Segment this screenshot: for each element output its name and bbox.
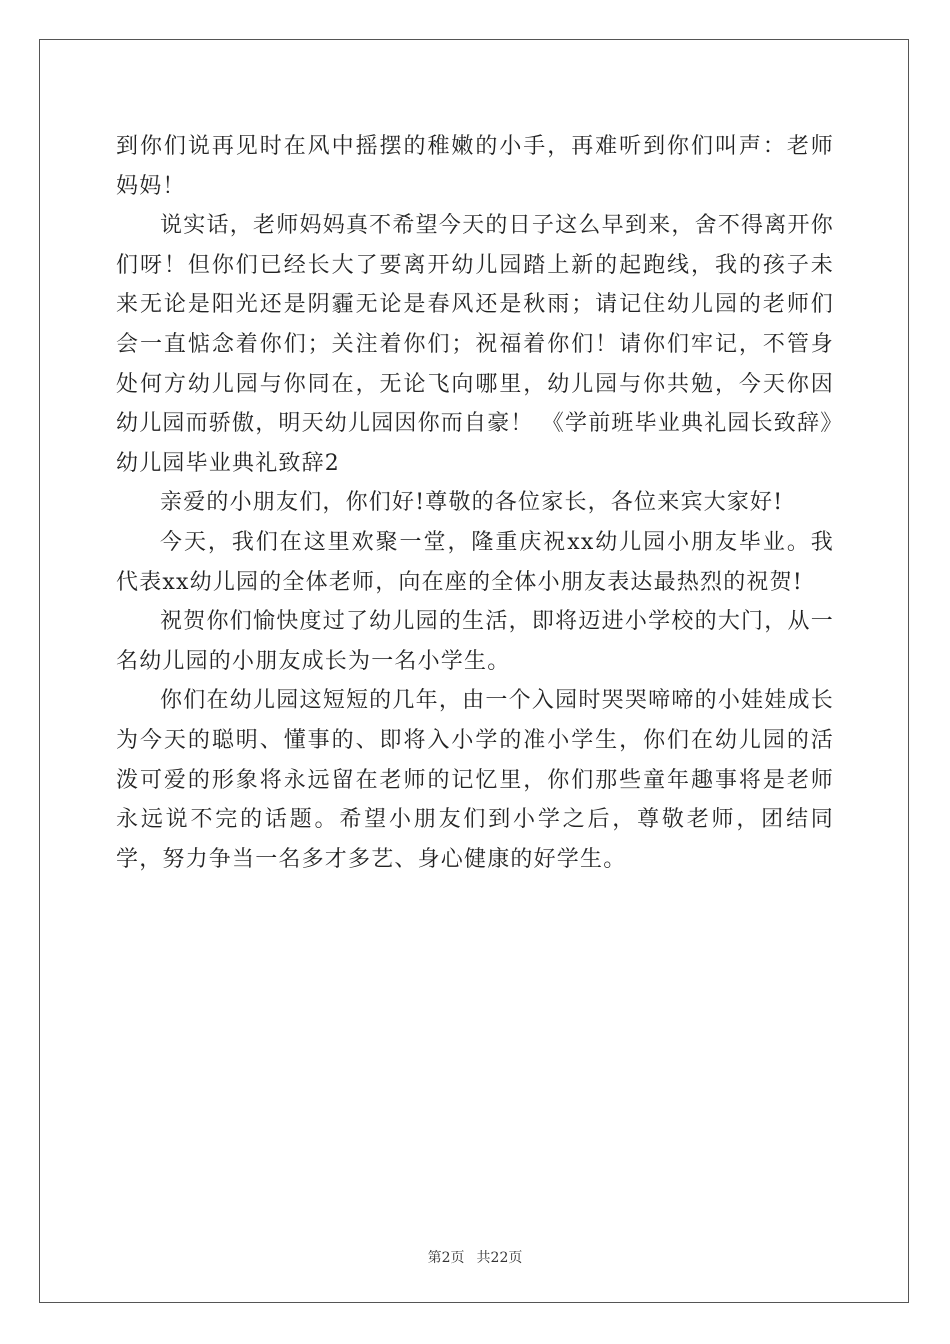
section-heading: 幼儿园毕业典礼致辞2 [116,450,340,476]
paragraph: 你们在幼儿园这短短的几年，由一个入园时哭哭啼啼的小娃娃成长为今天的聪明、懂事的、即将入小学的准小学生，你们在幼儿园的活泼可爱的形象将永远留在老师的记忆里，你们那些童年趣事将是老师永远说不完的话题。希望小朋友们到小学之后，尊敬老师，团结同学，努力争当一名多才多艺、身心健康的好学生。 [116,688,834,872]
paragraph: 今天，我们在这里欢聚一堂，隆重庆祝xx幼儿园小朋友毕业。我代表xx幼儿园的全体老师，向在座的全体小朋友表达最热烈的祝贺! [116,529,834,595]
document-body [116,127,844,879]
page-footer [0,1247,950,1267]
paragraph: 到你们说再见时在风中摇摆的稚嫩的小手，再难听到你们叫声：老师妈妈！ [116,134,834,199]
paragraph: 说实话，老师妈妈真不希望今天的日子这么早到来，舍不得离开你们呀！但你们已经长大了要离开幼儿园踏上新的起跑线，我的孩子未来无论是阳光还是阴霾无论是春风还是秋雨；请记住幼儿园的老师们会一直惦念着你们；关注着你们；祝福着你们！请你们牢记，不管身处何方幼儿园与你同在，无论飞向哪里，幼儿园与你共勉，今天你因幼儿园而骄傲，明天幼儿园因你而自豪！ 《学前班毕业典礼园长致辞》 [116,213,844,437]
page-number: 第2页 [427,1250,465,1266]
page-total: 共22页 [476,1250,523,1266]
paragraph: 亲爱的小朋友们，你们好!尊敬的各位家长，各位来宾大家好! [160,490,784,516]
paragraph: 祝贺你们愉快度过了幼儿园的生活，即将迈进小学校的大门，从一名幼儿园的小朋友成长为一名小学生。 [116,609,834,674]
